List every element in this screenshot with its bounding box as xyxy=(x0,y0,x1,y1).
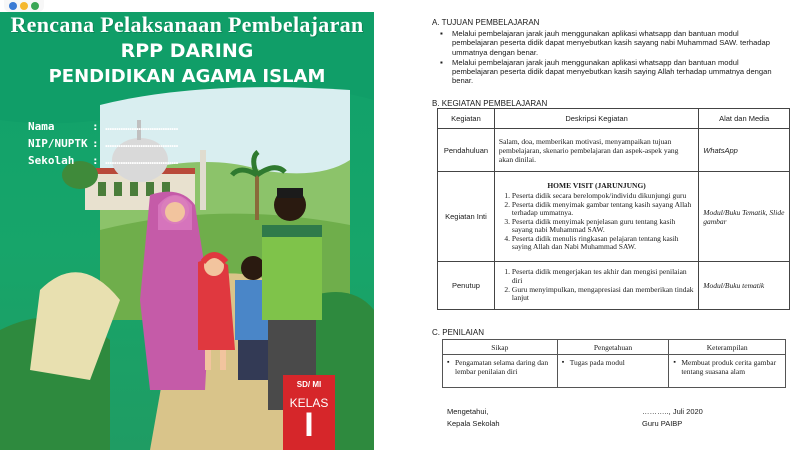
row-deskripsi xyxy=(494,172,698,262)
table-row xyxy=(443,355,786,388)
sign-mengetahui: Mengetahui, xyxy=(447,407,489,416)
rpp-document xyxy=(380,0,800,450)
header-pengetahuan: Pengetahuan xyxy=(557,340,669,355)
list-item: 2. Guru menyimpulkan, mengapresiasi dan memberikan tindak lanjut xyxy=(512,286,694,303)
table-row xyxy=(438,129,790,172)
row-alat: WhatsApp xyxy=(699,129,790,172)
list-item: ▪ Melalui pembelajaran jarak jauh menggunakan aplikasi whatsapp dan bantuan modul pembelajaran peserta didik dapat menyebutkan kasih saying Allah terhadap ummatnya dengan benar. xyxy=(440,58,785,86)
row-deskripsi xyxy=(494,262,698,310)
cell-keterampilan: ▪ Membuat produk cerita gambar tentang suasana alam xyxy=(669,355,786,388)
row-alat: Modul/Buku Tematik, Slide gambar xyxy=(699,172,790,262)
row-kegiatan: Penutup xyxy=(438,262,495,310)
table-header-row xyxy=(443,340,786,355)
list-item: ▪ Melalui pembelajaran jarak jauh menggunakan aplikasi whatsapp dan bantuan modul pembelajaran peserta didik dapat menyebutkan kasih sayang nabi Muhammad SAW. terhadap ummatnya dengan benar. xyxy=(440,29,785,57)
field-nama: Nama : …………………………… xyxy=(28,120,179,133)
section-b-title: B. KEGIATAN PEMBELAJARAN xyxy=(432,99,548,108)
list-item: 4. Peserta didik menulis ringkasan pelajaran tentang kasih saying Allah dan Nabi Muhammad SAW. xyxy=(512,235,694,252)
home-visit-heading: HOME VISIT (JARUNJUNG) xyxy=(547,180,646,190)
field-sekolah: Sekolah : …………………………… xyxy=(28,154,179,167)
cover-page xyxy=(0,0,374,450)
cell-sikap: ▪ Pengamatan selama daring dan lembar penilaian diri xyxy=(443,355,558,388)
signature-left xyxy=(447,406,500,430)
list-item: 2. Peserta didik menyimak gambar tentang kasih sayang Allah terhadap ummatnya. xyxy=(512,201,694,218)
cover-subject: PENDIDIKAN AGAMA ISLAM xyxy=(48,66,326,87)
table-row xyxy=(438,172,790,262)
section-a-title: A. TUJUAN PEMBELAJARAN xyxy=(432,18,540,27)
header-keterampilan: Keterampilan xyxy=(669,340,786,355)
row-alat: Modul/Buku tematik xyxy=(699,262,790,310)
list-item: 1. Peserta didik secara berelompok/individu dikunjungi guru xyxy=(512,192,694,201)
class-badge xyxy=(283,375,335,450)
cell-pengetahuan: ▪ Tugas pada modul xyxy=(557,355,669,388)
section-c-title: C. PENILAIAN xyxy=(432,328,485,337)
sign-date: ……….., Juli 2020 xyxy=(642,407,703,416)
sign-guru: Guru PAIBP xyxy=(642,419,683,428)
badge-level: SD/ MI xyxy=(296,380,322,389)
penutup-steps xyxy=(499,268,694,302)
row-deskripsi: Salam, doa, memberikan motivasi, menyampaikan tujuan pembelajaran, skenario pembelajaran dan aspek-aspek yang akan dinilai. xyxy=(494,129,698,172)
field-nip: NIP/NUPTK : …………………………… xyxy=(28,137,179,150)
assessment-table xyxy=(442,339,786,388)
header-kegiatan: Kegiatan xyxy=(438,109,495,129)
header-sikap: Sikap xyxy=(443,340,558,355)
signature-right xyxy=(642,406,703,430)
inti-steps xyxy=(499,192,694,252)
header-alat: Alat dan Media xyxy=(699,109,790,129)
table-row xyxy=(438,262,790,310)
cover-subtitle: RPP DARING xyxy=(120,40,254,62)
table-header-row xyxy=(438,109,790,129)
tutwuri-logo xyxy=(4,0,44,12)
list-item: 3. Peserta didik menyimak penjelasan guru tentang kasih sayang nabi Muhammad SAW. xyxy=(512,218,694,235)
badge-number: I xyxy=(304,406,314,444)
activities-table xyxy=(437,108,790,310)
list-item: 1. Peserta didik mengerjakan tes akhir dan mengisi penilaian diri xyxy=(512,268,694,285)
sign-kepala-sekolah: Kepala Sekolah xyxy=(447,419,500,428)
badge-kelas: KELAS xyxy=(289,396,329,410)
section-a-list xyxy=(440,29,785,87)
cover-title: Rencana Pelaksanaan Pembelajaran xyxy=(10,12,364,37)
header-deskripsi: Deskripsi Kegiatan xyxy=(494,109,698,129)
row-kegiatan: Kegiatan Inti xyxy=(438,172,495,262)
row-kegiatan: Pendahuluan xyxy=(438,129,495,172)
